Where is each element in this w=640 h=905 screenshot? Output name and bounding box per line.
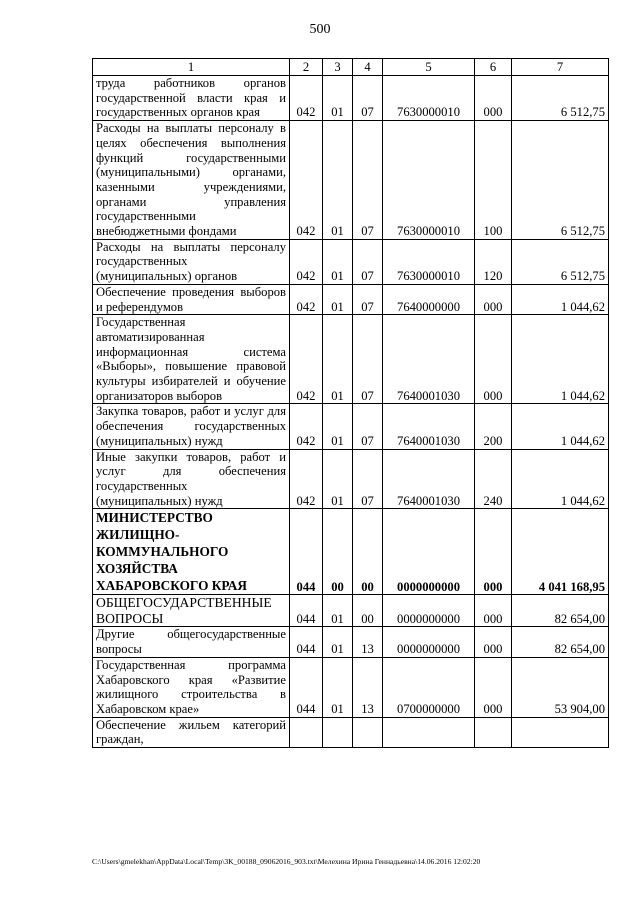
section-code: 01	[323, 595, 353, 627]
target-article-code: 7640001030	[383, 315, 475, 404]
amount: 4 041 168,95	[512, 509, 609, 595]
subsection-code: 00	[353, 509, 383, 595]
amount: 6 512,75	[512, 76, 609, 121]
column-header: 6	[475, 59, 512, 76]
file-path-footer: C:\Users\gmelekhan\AppData\Local\Temp\3K_00188_09062016_903.txt\Мелехина Ирина Геннадьевна\14.06.2016 12:02:20	[92, 857, 481, 866]
expense-type-code	[475, 717, 512, 747]
subsection-code: 13	[353, 627, 383, 657]
target-article-code: 7640001030	[383, 404, 475, 449]
target-article-code: 0000000000	[383, 627, 475, 657]
table-row	[93, 76, 609, 121]
expense-type-code: 000	[475, 315, 512, 404]
ministry-code: 044	[290, 595, 323, 627]
amount: 82 654,00	[512, 595, 609, 627]
amount: 1 044,62	[512, 315, 609, 404]
table-row	[93, 315, 609, 404]
ministry-code: 042	[290, 239, 323, 284]
ministry-code: 044	[290, 657, 323, 717]
target-article-code: 7630000010	[383, 239, 475, 284]
amount: 53 904,00	[512, 657, 609, 717]
header-row	[93, 59, 609, 76]
column-header: 3	[323, 59, 353, 76]
subsection-code: 13	[353, 657, 383, 717]
subsection-code: 07	[353, 76, 383, 121]
expense-type-code: 100	[475, 121, 512, 240]
ministry-code: 042	[290, 404, 323, 449]
expense-type-code: 000	[475, 657, 512, 717]
section-code: 01	[323, 315, 353, 404]
amount: 6 512,75	[512, 239, 609, 284]
target-article-code: 7640000000	[383, 284, 475, 314]
target-article-code: 7640001030	[383, 449, 475, 509]
row-name: Расходы на выплаты персоналу государственных (муниципальных) органов	[93, 239, 290, 284]
table-row-section	[93, 595, 609, 627]
amount	[512, 717, 609, 747]
table-row	[93, 239, 609, 284]
row-name: Закупка товаров, работ и услуг для обеспечения государственных (муниципальных) нужд	[93, 404, 290, 449]
subsection-code: 07	[353, 404, 383, 449]
ministry-code: 044	[290, 627, 323, 657]
expense-type-code: 000	[475, 509, 512, 595]
subsection-code: 07	[353, 121, 383, 240]
subsection-code: 07	[353, 449, 383, 509]
row-name: ОБЩЕГОСУДАРСТВЕННЫЕ ВОПРОСЫ	[93, 595, 290, 627]
expense-type-code: 000	[475, 284, 512, 314]
section-code: 01	[323, 284, 353, 314]
expense-type-code: 240	[475, 449, 512, 509]
ministry-code: 044	[290, 509, 323, 595]
subsection-code: 07	[353, 315, 383, 404]
subsection-code: 07	[353, 239, 383, 284]
ministry-code: 042	[290, 76, 323, 121]
target-article-code	[383, 717, 475, 747]
table-row	[93, 284, 609, 314]
expense-type-code: 000	[475, 595, 512, 627]
section-code: 00	[323, 509, 353, 595]
amount: 1 044,62	[512, 449, 609, 509]
ministry-code: 042	[290, 315, 323, 404]
column-header: 1	[93, 59, 290, 76]
amount: 82 654,00	[512, 627, 609, 657]
section-code: 01	[323, 627, 353, 657]
section-code: 01	[323, 76, 353, 121]
column-header: 7	[512, 59, 609, 76]
section-code: 01	[323, 121, 353, 240]
page-number: 500	[309, 22, 331, 37]
column-header: 4	[353, 59, 383, 76]
ministry-code: 042	[290, 449, 323, 509]
row-name: Государственная программа Хабаровского края «Развитие жилищного строительства в Хабаровском крае»	[93, 657, 290, 717]
row-name: Обеспечение проведения выборов и референдумов	[93, 284, 290, 314]
row-name: Расходы на выплаты персоналу в целях обеспечения выполнения функций государственными (муниципальными) органами, казенными учреждениями, органами управления государственными внебюджетными фондами	[93, 121, 290, 240]
column-header: 5	[383, 59, 475, 76]
table-row-ministry	[93, 509, 609, 595]
row-name: Иные закупки товаров, работ и услуг для обеспечения государственных (муниципальных) нужд	[93, 449, 290, 509]
row-name: МИНИСТЕРСТВО ЖИЛИЩНО-КОММУНАЛЬНОГО ХОЗЯЙСТВА ХАБАРОВСКОГО КРАЯ	[93, 509, 290, 595]
section-code: 01	[323, 239, 353, 284]
expense-type-code: 000	[475, 627, 512, 657]
row-name: Государственная автоматизированная информационная система «Выборы», повышение правовой культуры избирателей и обучение организаторов выборов	[93, 315, 290, 404]
expense-type-code: 000	[475, 76, 512, 121]
table-row	[93, 717, 609, 747]
column-header: 2	[290, 59, 323, 76]
table-row	[93, 121, 609, 240]
expense-type-code: 120	[475, 239, 512, 284]
amount: 1 044,62	[512, 404, 609, 449]
row-name: труда работников органов государственной власти края и государственных органов края	[93, 76, 290, 121]
ministry-code	[290, 717, 323, 747]
section-code	[323, 717, 353, 747]
target-article-code: 0700000000	[383, 657, 475, 717]
table-row	[93, 627, 609, 657]
expense-type-code: 200	[475, 404, 512, 449]
table-row	[93, 449, 609, 509]
table-row	[93, 404, 609, 449]
section-code: 01	[323, 657, 353, 717]
ministry-code: 042	[290, 284, 323, 314]
ministry-code: 042	[290, 121, 323, 240]
subsection-code: 07	[353, 284, 383, 314]
amount: 1 044,62	[512, 284, 609, 314]
target-article-code: 0000000000	[383, 509, 475, 595]
target-article-code: 7630000010	[383, 76, 475, 121]
section-code: 01	[323, 404, 353, 449]
row-name: Другие общегосударственные вопросы	[93, 627, 290, 657]
section-code: 01	[323, 449, 353, 509]
subsection-code: 00	[353, 595, 383, 627]
target-article-code: 0000000000	[383, 595, 475, 627]
subsection-code	[353, 717, 383, 747]
budget-table	[92, 58, 609, 748]
table-row	[93, 657, 609, 717]
target-article-code: 7630000010	[383, 121, 475, 240]
row-name: Обеспечение жильем категорий граждан,	[93, 717, 290, 747]
amount: 6 512,75	[512, 121, 609, 240]
